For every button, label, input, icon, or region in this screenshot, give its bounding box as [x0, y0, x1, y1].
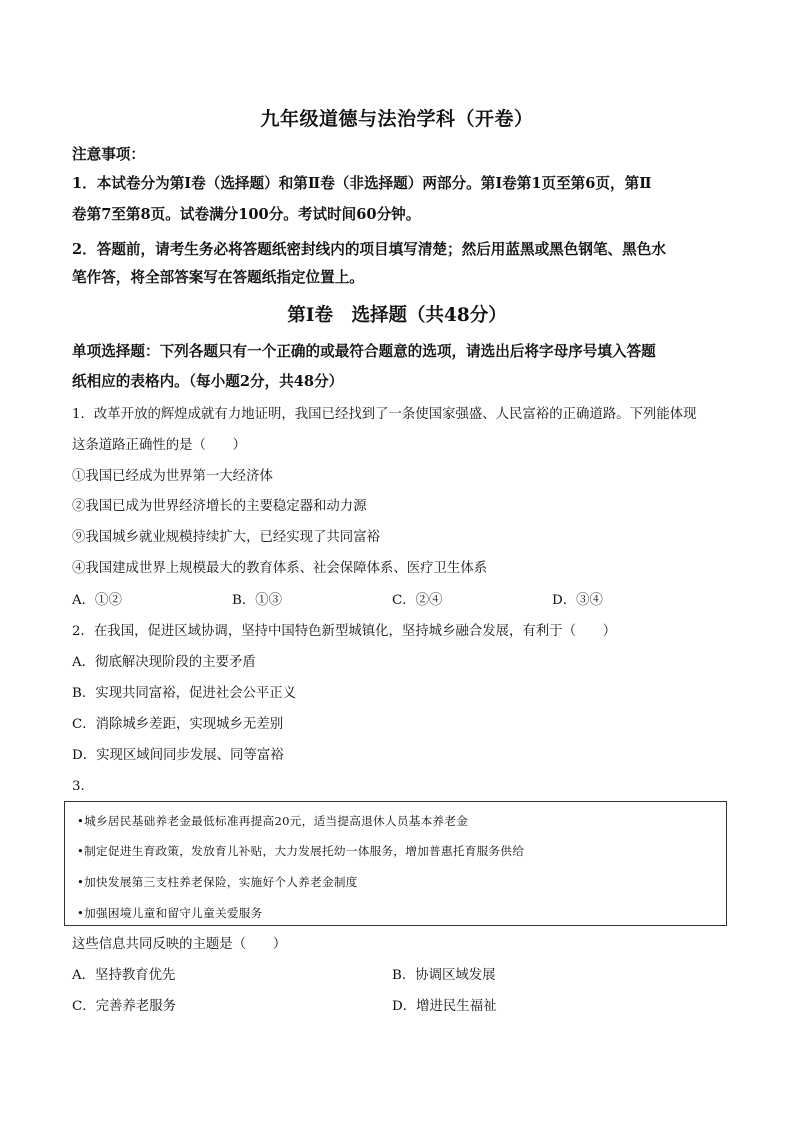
notice-heading: 注意事项：	[72, 146, 145, 163]
q1-statement: ④我国建成世界上规模最大的教育体系、社会保障体系、医疗卫生体系	[72, 561, 488, 576]
q1-stem-line-1: 1．改革开放的辉煌成就有力地证明，我国已经找到了一条使国家强盛、人民富裕的正确道路。下列能体现	[72, 407, 697, 422]
q1-option-d: D．③④	[552, 593, 603, 608]
q1-statement: ②我国已成为世界经济增长的主要稳定器和动力源	[72, 499, 367, 514]
q1-option-c: C．②④	[392, 593, 443, 608]
q3-info-item: •城乡居民基础养老金最低标准再提高20元，适当提高退休人员基本养老金	[77, 814, 469, 828]
q3-option-c: C．完善养老服务	[72, 999, 176, 1014]
q1-statement: ①我国已经成为世界第一大经济体	[72, 469, 273, 484]
page-title: 九年级道德与法治学科（开卷）	[260, 108, 534, 130]
q3-info-item: •加强困境儿童和留守儿童关爱服务	[77, 906, 263, 920]
q3-info-item: •加快发展第三支柱养老保险，实施好个人养老金制度	[77, 875, 358, 889]
q1-stem-line-2: 这条道路正确性的是（ ）	[72, 438, 247, 453]
notice-item-1-line-2: 卷第7至第8页。试卷满分100分。考试时间60分钟。	[72, 206, 421, 223]
q3-option-a: A．坚持教育优先	[72, 968, 176, 983]
q2-option-d: D．实现区域间同步发展、同等富裕	[72, 748, 284, 763]
q3-number: 3.	[72, 779, 85, 794]
q3-option-b: B．协调区域发展	[392, 968, 496, 983]
q1-statement: ⑨我国城乡就业规模持续扩大，已经实现了共同富裕	[72, 530, 380, 545]
notice-item-1-line-1: 1．本试卷分为第Ⅰ卷（选择题）和第Ⅱ卷（非选择题）两部分。第Ⅰ卷第1页至第6页，第Ⅱ	[72, 175, 652, 192]
q3-stem: 这些信息共同反映的主题是（ ）	[72, 937, 287, 952]
q1-option-a: A．①②	[72, 593, 122, 608]
q2-option-c: C．消除城乡差距，实现城乡无差别	[72, 717, 284, 732]
q2-option-b: B．实现共同富裕，促进社会公平正义	[72, 686, 297, 701]
q3-info-box	[64, 801, 727, 926]
q3-option-d: D．增进民生福祉	[392, 999, 497, 1014]
q1-option-b: B．①③	[232, 593, 283, 608]
notice-item-2-line-1: 2．答题前，请考生务必将答题纸密封线内的项目填写清楚；然后用蓝黑或黑色钢笔、黑色水	[72, 241, 666, 258]
q3-info-item: •制定促进生育政策，发放育儿补贴，大力发展托幼一体服务，增加普惠托育服务供给	[77, 844, 525, 858]
section-instruction-line-2: 纸相应的表格内。（每小题2分，共48分）	[72, 373, 344, 390]
notice-item-2-line-2: 笔作答，将全部答案写在答题纸指定位置上。	[72, 269, 364, 286]
q2-option-a: A．彻底解决现阶段的主要矛盾	[72, 655, 256, 670]
section-title: 第Ⅰ卷 选择题（共48分）	[287, 305, 507, 326]
section-instruction-line-1: 单项选择题：下列各题只有一个正确的或最符合题意的选项，请选出后将字母序号填入答题	[72, 343, 656, 360]
q2-stem: 2．在我国，促进区域协调，坚持中国特色新型城镇化，坚持城乡融合发展，有利于（ ）	[72, 624, 617, 639]
